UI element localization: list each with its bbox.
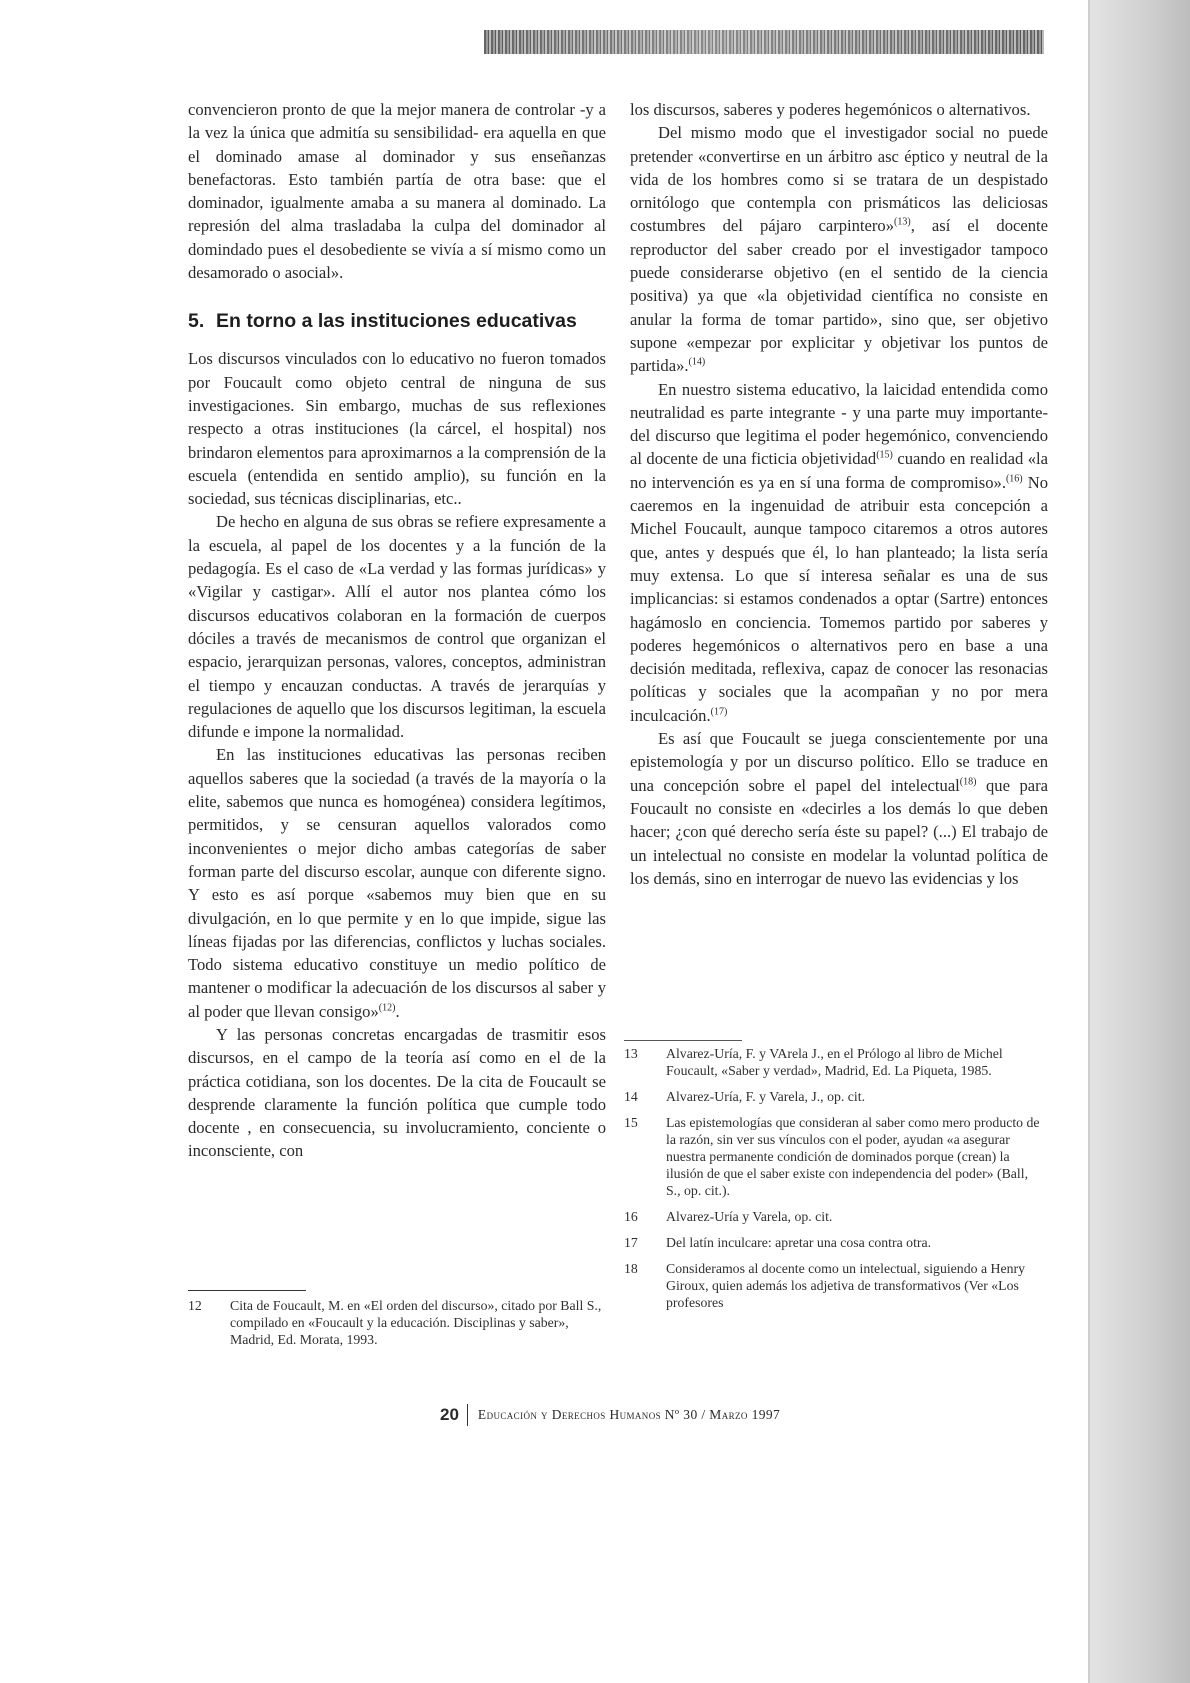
paragraph-text: que para Foucault no consiste en «decirles a los demás lo que deben hacer; ¿con qué derecho sería éste su papel? (...) El trabajo de un intelectual no consiste en modelar la voluntad política de los demás, sino en interrogar de nuevo las evidencias y los [630, 775, 1048, 888]
footer-divider [467, 1404, 468, 1426]
footnote-ref: (18) [959, 776, 977, 788]
paragraph-text: En las instituciones educativas las personas reciben aquellos saberes que la sociedad (a través de la mayoría o la elite, sabemos que nunca es homogénea) considera legítimos, permitidos, y se censuran aquellos valorados como inconvenientes o mejor dicho ambas categorías de saber forman parte del discurso escolar, aunque con diferente signo. Y esto es así porque «sabemos muy bien que en su divulgación, en lo que permite y en lo que impide, sigue las líneas fijadas por las diferencias, conflictos y luchas sociales. Todo sistema educativo constituye un medio político de mantener o modificar la adecuación de los discursos al saber y al poder que llevan consigo» [188, 745, 606, 1021]
footnote-number: 18 [624, 1261, 638, 1276]
footnote-ref: (15) [876, 449, 893, 461]
footnote-number: 14 [624, 1089, 638, 1104]
paragraph-text: . [395, 1001, 400, 1021]
paragraph [630, 378, 1048, 727]
footnote [624, 1208, 1044, 1225]
section-number: 5. [188, 310, 205, 333]
footnote-ref: (12) [378, 1002, 396, 1014]
footnote-ref: (14) [688, 356, 706, 368]
footnote-ref: (13) [894, 216, 911, 228]
section-heading [188, 310, 606, 333]
paragraph: convencieron pronto de que la mejor manera de controlar -y a la vez la única que admitía su sensibilidad- era aquella en que el dominado amase al dominador y sus enseñanzas benefactoras. Esto también partía de otra base: que el dominador, igualmente amaba a su manera al dominado. La represión del alma trasladaba la culpa del dominador al domindado pues el desobediente se vivía a sí mismo como un desamorado o asocial». [188, 100, 606, 283]
footnote-ref: (17) [710, 706, 728, 718]
paragraph-text: En nuestro sistema educativo, la laicidad entendida como neutralidad es parte integrante - y una parte muy importante- del discurso que legitima el poder hegemónico, convenciendo al docente de una ficticia objetividad [630, 379, 1048, 469]
footnote [624, 1045, 1044, 1079]
section-title: En torno a las instituciones educativas [216, 310, 577, 333]
footnote-text: Las epistemologías que consideran al saber como mero producto de la razón, sin ver sus vínculos con el poder, ayudan «a asegurar nuestra permanente condición de dominados porque (crean) la ilusión de que el saber existe con independencia del poder» (Ball, S., op. cit.). [666, 1115, 1040, 1198]
footnotes-right [624, 1040, 1044, 1320]
paragraph-text: No caeremos en la ingenuidad de atribuir esta concepción a Michel Foucault, aunque tampoco citaremos a otros autores que, antes y después que él, lo han planteado; la lista sería muy extensa. Lo que sí interesa señalar es una de sus implicancias: si estamos condenados a optar (Sartre) entonces hagámoslo en conciencia. Tomemos partido por saberes y poderes hegemónicos o alternativos pero en base a una decisión meditada, reflexiva, capaz de conocer las resonacias políticas y sociales que la acompañan y no por mera inculcación. [630, 472, 1048, 725]
footnote-text: Alvarez-Uría, F. y Varela, J., op. cit. [666, 1089, 866, 1104]
footnote-text: Cita de Foucault, M. en «El orden del discurso», citado por Ball S., compilado en «Foucault y la educación. Disciplinas y saber», Madrid, Ed. Morata, 1993. [230, 1298, 602, 1347]
paragraph-text: Es así que Foucault se juega conscientemente por una epistemología y por un discurso político. Ello se traduce en una concepción sobre el papel del intelectual [630, 729, 1048, 795]
header-decorative-bar [484, 30, 1044, 54]
paragraph-text: Del mismo modo que el investigador social no puede pretender «convertirse en un árbitro asc éptico y neutral de la vida de los hombres como si se tratara de un despistado ornitólogo que contempla con prismáticos las deliciosas costumbres del pájaro carpintero» [630, 123, 1048, 236]
footnote-text: Consideramos al docente como un intelectual, siguiendo a Henry Giroux, quien además los adjetiva de transformativos (Ver «Los profesores [666, 1261, 1026, 1310]
page-footer [440, 1404, 780, 1426]
footnote [624, 1088, 1044, 1105]
paragraph: los discursos, saberes y poderes hegemónicos o alternativos. [630, 100, 1031, 119]
footnote-number: 12 [188, 1298, 202, 1313]
scan-page-edge [1090, 0, 1190, 1683]
footnote-rule [624, 1040, 742, 1041]
paragraph-text: , así el docente reproductor del saber creado por el investigador tampoco puede considerarse objetivo (en el sentido de la ciencia positiva) ya que «la objetividad científica no consiste en anular la forma de tomar partido», sino que, ser objetivo supone «empezar por explicitar y objetivar los puntos de partida». [630, 216, 1048, 376]
footnotes-left [188, 1290, 606, 1357]
paragraph [630, 121, 1048, 377]
footnote [624, 1114, 1044, 1199]
footnote [624, 1234, 1044, 1251]
footnote [188, 1297, 606, 1348]
footnote-text: Del latín inculcare: apretar una cosa contra otra. [666, 1235, 932, 1250]
footnote-number: 17 [624, 1235, 638, 1250]
footnote-number: 15 [624, 1115, 638, 1130]
paragraph [630, 727, 1048, 890]
paragraph: De hecho en alguna de sus obras se refiere expresamente a la escuela, al papel de los docentes y a la función de la pedagogía. Es el caso de «La verdad y las formas jurídicas» y «Vigilar y castigar». Allí el autor nos plantea cómo los discursos educativos colaboran en la formación de cuerpos dóciles a través de mecanismos de control que organizan el espacio, jerarquizan personas, valores, conceptos, administran el tiempo y encauzan conductas. A través de jerarquías y regulaciones de aquello que los discursos legitiman, la escuela difunde e impone la normalidad. [188, 512, 606, 742]
footnote [624, 1260, 1044, 1311]
footnote-text: Alvarez-Uría, F. y VArela J., en el Prólogo al libro de Michel Foucault, «Saber y verdad», Madrid, Ed. La Piqueta, 1985. [666, 1046, 1003, 1078]
paragraph: Y las personas concretas encargadas de trasmitir esos discursos, en el campo de la teoría así como en el de la práctica cotidiana, son los docentes. De la cita de Foucault se desprende claramente la función política que cumple todo docente , en consecuencia, su involucramiento, conciente o inconsciente, con [188, 1024, 606, 1161]
right-column [630, 98, 1048, 890]
footnote-rule [188, 1290, 306, 1291]
left-column [188, 98, 606, 1163]
publication-info: Educación y Derechos Humanos Nº 30 / Marzo 1997 [477, 1407, 781, 1422]
footnote-number: 13 [624, 1046, 638, 1061]
paragraph: Los discursos vinculados con lo educativo no fueron tomados por Foucault como objeto central de ninguna de sus investigaciones. Sin embargo, muchas de sus reflexiones respecto a otras instituciones (la cárcel, el hospital) nos brindaron elementos para aproximarnos a la comprensión de la escuela (entendida en sentido amplio), su función en la sociedad, sus técnicas disciplinarias, etc.. [188, 349, 606, 509]
footnote-number: 16 [624, 1209, 638, 1224]
paragraph-text: cuando en realidad «la no intervención es ya en sí una forma de compromiso». [630, 449, 1048, 492]
footnote-ref: (16) [1005, 473, 1023, 485]
footnote-text: Alvarez-Uría y Varela, op. cit. [666, 1209, 833, 1224]
page-number: 20 [440, 1405, 459, 1424]
paragraph [188, 743, 606, 1023]
